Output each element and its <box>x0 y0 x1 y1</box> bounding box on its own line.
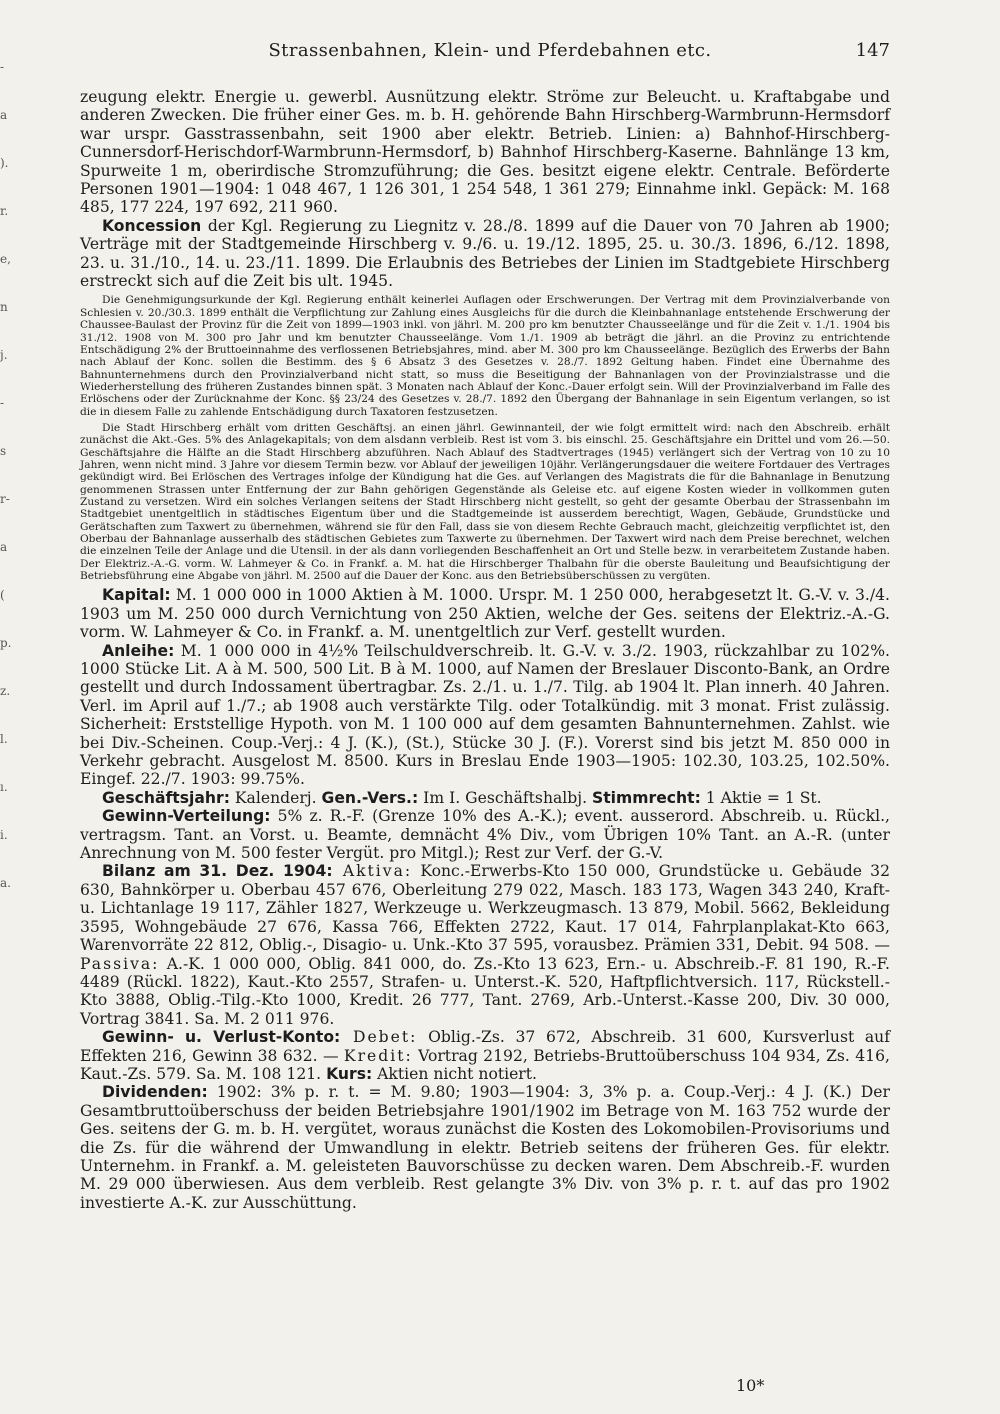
margin-char: p. <box>0 636 12 650</box>
koncession-text: der Kgl. Regierung zu Liegnitz v. 28./8. 1899 auf die Dauer von 70 Jahren ab 1900; Verträge mit der Stadtgemeinde Hirschberg v. 9./6. u. 19./12. 1895, 25. u. 30./3. 1896, 6./12. 1898, 23. u. 31./10., 14. u. 23./11. 1899. Die Erlaubnis des Betriebes der Linien im Stadtgebiete Hirschberg erstreckt sich auf die Zeit bis ult. 1945. <box>80 216 890 291</box>
margin-char: a. <box>0 876 11 890</box>
signature-mark: 10* <box>736 1376 765 1395</box>
page-body <box>80 88 890 1212</box>
paragraph-dividenden <box>80 1083 890 1212</box>
anleihe-text: M. 1 000 000 in 4½% Teilschuldverschreib. lt. G.-V. v. 3./2. 1903, rückzahlbar zu 102%. 1000 Stücke Lit. A à M. 500, 500 Lit. B à M. 1000, auf Namen der Breslauer Disconto-Bank, an Ordre gestellt und durch Indossament übertragbar. Zs. 2./1. u. 1./7. Tilg. ab 1904 lt. Plan innerh. 40 Jahren. Verl. im April auf 1./7.; ab 1908 auch verstärkte Tilg. oder Totalkündig. mit 3 monat. Frist zulässig. Sicherheit: Erststellige Hypoth. von M. 1 100 000 auf dem gesamten Bahnunternehmen. Zahlst. wie bei Div.-Scheinen. Coup.-Verj.: 4 J. (K.), (St.), Stücke 30 J. (F.). Vorerst sind bis jetzt M. 850 000 in Verkehr gebracht. Ausgelost M. 8500. Kurs in Breslau Ende 1903—1905: 102.30, 103.25, 102.50%. Eingef. 22./7. 1903: 99.75%. <box>80 641 890 789</box>
kurs-text: Aktien nicht notiert. <box>372 1064 537 1083</box>
kredit-text: Vortrag 2192, Betriebs-Bruttoüberschuss 104 934, Zs. 416, Kaut.-Zs. 579. Sa. M. 108 121. <box>80 1046 890 1083</box>
aktiva-label: Aktiva: <box>332 862 413 881</box>
margin-char: j. <box>0 348 8 362</box>
passiva-label: Passiva: <box>80 954 160 973</box>
smallprint-genehmigung: Die Genehmigungsurkunde der Kgl. Regierung enthält keinerlei Auflagen oder Erschwerungen. Der Vertrag mit dem Provinzialverbande von Schlesien v. 20./30.3. 1899 enthält die Verpflichtung zur Zahlung eines Ausgleichs für die durch die Kleinbahnanlage entstehende Erschwerung der Chaussee-Baulast der Provinz für die Zeit von 1899—1903 inkl. von jährl. M. 200 pro km benutzter Chausseelänge und für die Zeit v. 1./1. 1904 bis 31./12. 1908 von M. 300 pro Jahr und km benutzter Chausseelänge. Vom 1./1. 1909 ab beträgt die jährl. an die Provinz zu entrichtende Entschädigung 2% der Bruttoeinnahme des verflossenen Betriebsjahres, mind. aber M. 300 pro km Chausseelänge. Bezüglich des Erwerbs der Bahn nach Ablauf der Konc. sollen die Bestimm. des § 6 Absatz 3 des Gesetzes v. 28./7. 1892 Geltung haben. Findet eine Übernahme des Bahnunternehmens durch den Provinzialverband nicht statt, so muss die Beseitigung der Bahnanlagen von der Provinzialstrasse und die Wiederherstellung des früheren Zustandes binnen spät. 3 Monaten nach Ablauf der Konc.-Dauer erfolgt sein. Will der Provinzialverband im Falle des Erlöschens oder der Zurücknahme der Konc. §§ 23/24 des Gesetzes v. 28./7. 1892 den Übergang der Bahnanlage in sein Eigentum verlangen, so ist die in diesem Falle zu zahlende Entschädigung durch Taxatoren festzusetzen. <box>80 294 890 418</box>
left-margin-bleed <box>0 60 14 924</box>
margin-char: l. <box>0 732 8 746</box>
smallprint-stadt: Die Stadt Hirschberg erhält vom dritten Geschäftsj. an einen jährl. Gewinnanteil, der wie folgt ermittelt wird: nach den Abschreib. erhält zunächst die Akt.-Ges. 5% des Anlagekapitals; von dem alsdann verbleib. Rest ist vom 3. bis einschl. 25. Geschäftsjahre ein Drittel und vom 26.—50. Geschäftsjahre die Hälfte an die Stadt Hirschberg abzuführen. Nach Ablauf des Stadtvertrages (1945) verlängert sich der Vertrag von 10 zu 10 Jahren, wenn nicht mind. 3 Jahre vor diesem Termin bezw. vor Ablauf der jeweiligen 10jähr. Verlängerungsdauer die weitere Fortdauer des Vertrages gekündigt wird. Bei Erlöschen des Vertrages infolge der Kündigung hat die Ges. auf Verlangen des Magistrats die für die Bahnanlage in Benutzung genommenen Strassen unter Entfernung der zur Bahn gehörigen Gegenstände als Geleise etc. auf eigene Kosten wieder in vollkommen guten Zustand zu versetzen. Wird ein solches Verlangen seitens der Stadt Hirschberg nicht gestellt, so geht der gesamte Oberbau der Strassenbahn im Stadtgebiet unentgeltlich in städtisches Eigentum über und die Stadtgemeinde ist ausserdem berechtigt, Wagen, Gebäude, Grundstücke und Gerätschaften zum Taxwert zu übernehmen, während sie für den Fall, dass sie von diesem Rechte Gebrauch macht, gleichzeitig verpflichtet ist, den Oberbau der Bahnanlage ausserhalb des städtischen Gebietes zum Taxwerte zu übernehmen. Der Taxwert wird nach dem Preise berechnet, welchen die einzelnen Teile der Anlage und die Utensil. in der als dann vorliegenden Beschaffenheit an Ort und Stelle bezw. in verarbeitetem Zustande haben. Der Elektriz.-A.-G. vorm. W. Lahmeyer & Co. in Frankf. a. M. hat die Hirschberger Thalbahn für die oberste Bauleitung und Beaufsichtigung der Betriebsführung eine Abgabe von jährl. M. 2500 auf die Dauer der Konc. aus den Betriebsüberschüssen zu vergüten. <box>80 421 890 583</box>
margin-char: a <box>0 108 8 122</box>
margin-char: ı. <box>0 780 8 794</box>
paragraph-koncession <box>80 217 890 291</box>
stimmrecht-label: Stimmrecht: <box>592 788 701 807</box>
debet-label: Debet: <box>340 1028 418 1047</box>
margin-char: ( <box>0 588 5 602</box>
dividenden-label: Dividenden: <box>102 1083 208 1102</box>
kurs-label: Kurs: <box>326 1064 373 1083</box>
margin-char: r- <box>0 492 10 506</box>
running-title: Strassenbahnen, Klein- und Pferdebahnen etc. <box>268 40 712 61</box>
margin-char: a <box>0 540 8 554</box>
margin-char: r. <box>0 204 9 218</box>
paragraph-description: zeugung elektr. Energie u. gewerbl. Ausnützung elektr. Ströme zur Beleucht. u. Kraftabgabe und anderen Zwecken. Die früher einer Ges. m. b. H. gehörende Bahn Hirschberg-Warmbrunn-Hermsdorf war urspr. Gasstrassenbahn, seit 1900 aber elektr. Betrieb. Linien: a) Bahnhof-Hirschberg-Cunnersdorf-Herischdorf-Warmbrunn-Hermsdorf, b) Bahnhof Hirschberg-Kaserne. Bahnlänge 13 km, Spurweite 1 m, oberirdische Stromzuführung; die Ges. besitzt eigene elektr. Centrale. Beförderte Personen 1901—1904: 1 048 467, 1 126 301, 1 254 548, 1 361 279; Einnahme inkl. Gepäck: M. 168 485, 177 224, 197 692, 211 960. <box>80 88 890 217</box>
debet-text: Oblig.-Zs. 37 672, Abschreib. 31 600, Kursverlust auf Effekten 216, Gewinn 38 632. — <box>80 1028 890 1065</box>
margin-char: s <box>0 444 7 458</box>
koncession-label: Koncession <box>102 216 202 235</box>
gewinnverteilung-text: 5% z. R.-F. (Grenze 10% des A.-K.); event. ausserord. Abschreib. u. Rückl., vertragsm. Tant. an Vorst. u. Beamte, demnächt 4% Div., vom Übrigen 10% Tant. an A.-R. (unter Anrechnung von M. 500 fester Vergüt. pro Mitgl.); Rest zur Verf. der G.-V. <box>80 807 890 863</box>
stimmrecht-text: 1 Aktie = 1 St. <box>700 788 822 807</box>
gewinn-verlust-label: Gewinn- u. Verlust-Konto: <box>102 1028 341 1047</box>
kredit-label: Kredit: <box>343 1046 413 1065</box>
margin-char: e, <box>0 252 11 266</box>
margin-char: n <box>0 300 8 314</box>
paragraph-kapital <box>80 586 890 641</box>
genvers-text: Im I. Geschäftshalbj. <box>418 788 592 807</box>
paragraph-gewinnverteilung <box>80 807 890 862</box>
geschaeftsjahr-label: Geschäftsjahr: <box>102 788 230 807</box>
margin-char: - <box>0 396 5 410</box>
margin-char: i. <box>0 828 8 842</box>
paragraph-bilanz <box>80 862 890 1028</box>
anleihe-label: Anleihe: <box>102 641 175 660</box>
bilanz-aktiva-text: Konc.-Erwerbs-Kto 150 000, Grundstücke u. Gebäude 32 630, Bahnkörper u. Oberbau 457 676, Oberleitung 279 022, Masch. 183 173, Wagen 343 240, Kraft- u. Lichtanlage 19 117, Zähler 1827, Werkzeuge u. Werkzeugmasch. 13 879, Mobil. 5662, Bekleidung 3595, Wohngebäude 27 676, Kassa 766, Effekten 2722, Kaut. 17 014, Fahrplanplakat-Kto 663, Warenvorräte 22 812, Oblig.-, Disagio- u. Unk.-Kto 37 595, vorausbez. Prämien 331, Debit. 94 508. — <box>80 862 890 955</box>
kapital-text: M. 1 000 000 in 1000 Aktien à M. 1000. Urspr. M. 1 250 000, herabgesetzt lt. G.-V. v. 3./4. 1903 um M. 250 000 durch Vernichtung von 250 Aktien, welche der Ges. seitens der Elektriz.-A.-G. vorm. W. Lahmeyer & Co. in Frankf. a. M. unentgeltlich zur Verf. gestellt wurden. <box>80 586 890 642</box>
genvers-label: Gen.-Vers.: <box>321 788 419 807</box>
kapital-label: Kapital: <box>102 586 171 605</box>
paragraph-anleihe <box>80 642 890 789</box>
dividenden-text: 1902: 3% p. r. t. = M. 9.80; 1903—1904: 3, 3% p. a. Coup.-Verj.: 4 J. (K.) Der Gesamtbruttoüberschuss der beiden Betriebsjahre 1901/1902 im Betrage von M. 163 752 wurde der Ges. seitens der G. m. b. H. vergütet, woraus zunächst die Kosten des Lokomobilen-Provisoriums und die Zs. für die während der Umwandlung in elektr. Betrieb seitens der früheren Ges. für elektr. Unternehm. in Frankf. a. M. geleisteten Bauvorschüsse zu decken waren. Dem Abschreib.-F. wurden M. 29 000 überwiesen. Aus dem verbleib. Rest gelangte 3% Div. von 3% p. r. t. auf das pro 1902 investierte A.-K. zur Ausschüttung. <box>80 1083 890 1212</box>
paragraph-gewinn-verlust <box>80 1028 890 1083</box>
margin-char: - <box>0 60 5 74</box>
geschaeftsjahr-text: Kalenderj. <box>229 788 322 807</box>
paragraph-geschaeftsjahr <box>80 789 890 807</box>
bilanz-passiva-text: A.-K. 1 000 000, Oblig. 841 000, do. Zs.-Kto 13 623, Ern.- u. Abschreib.-F. 81 190, R.-F. 4489 (Rückl. 1822), Kaut.-Kto 2557, Strafen- u. Unterst.-K. 520, Haftpflichtversich. 117, Rückstell.-Kto 3888, Oblig.-Tilg.-Kto 1000, Kredit. 26 777, Tant. 2769, Arb.-Unterst.-Kasse 200, Div. 30 000, Vortrag 3841. Sa. M. 2 011 976. <box>80 954 890 1028</box>
margin-char: z. <box>0 684 11 698</box>
margin-char: ). <box>0 156 9 170</box>
bilanz-label: Bilanz am 31. Dez. 1904: <box>102 862 333 881</box>
running-header <box>90 40 890 64</box>
gewinnverteilung-label: Gewinn-Verteilung: <box>102 807 271 826</box>
page-number: 147 <box>855 40 890 61</box>
